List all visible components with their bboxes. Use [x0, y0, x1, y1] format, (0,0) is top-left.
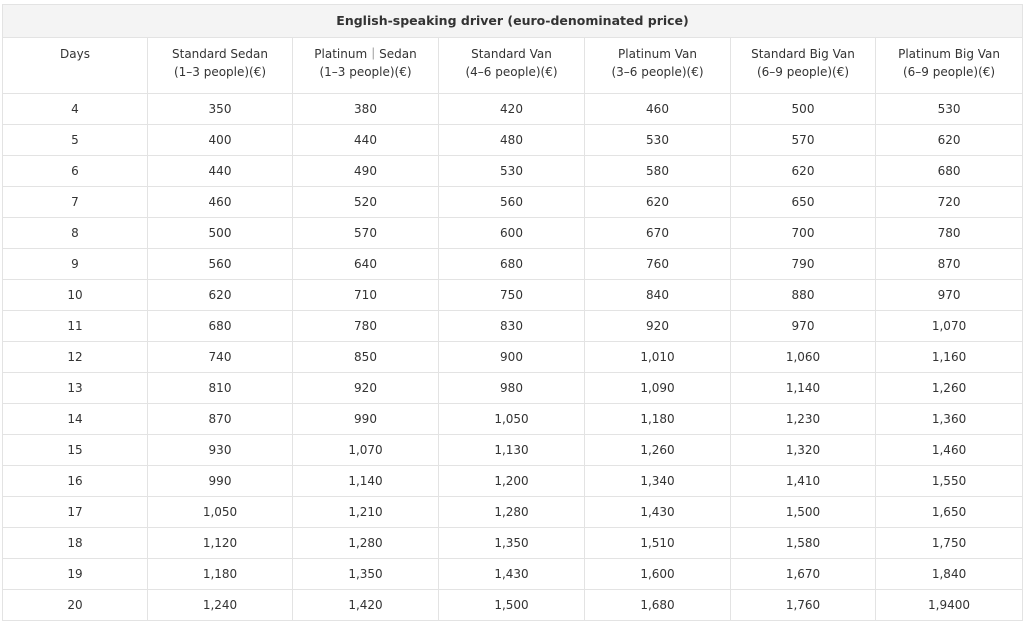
price-cell: 780	[876, 218, 1023, 249]
price-cell: 670	[585, 218, 731, 249]
price-cell: 560	[439, 187, 585, 218]
table-row	[3, 559, 1023, 590]
price-cell: 1,760	[731, 590, 876, 621]
price-cell: 1,140	[731, 373, 876, 404]
table-row	[3, 94, 1023, 125]
price-cell: 680	[876, 156, 1023, 187]
days-cell: 14	[3, 404, 148, 435]
price-cell: 1,160	[876, 342, 1023, 373]
price-cell: 850	[293, 342, 439, 373]
price-cell: 1,050	[439, 404, 585, 435]
price-cell: 1,260	[585, 435, 731, 466]
price-cell: 990	[148, 466, 293, 497]
price-cell: 1,060	[731, 342, 876, 373]
table-row	[3, 311, 1023, 342]
price-cell: 1,260	[876, 373, 1023, 404]
price-cell: 760	[585, 249, 731, 280]
price-cell: 1,210	[293, 497, 439, 528]
column-header-title: Platinum｜Sedan	[314, 47, 417, 61]
price-cell: 1,070	[876, 311, 1023, 342]
table-row	[3, 280, 1023, 311]
column-header	[876, 38, 1023, 94]
price-cell: 1,230	[731, 404, 876, 435]
days-cell: 10	[3, 280, 148, 311]
price-cell: 680	[148, 311, 293, 342]
column-header	[585, 38, 731, 94]
table-row	[3, 187, 1023, 218]
days-cell: 12	[3, 342, 148, 373]
price-cell: 1,420	[293, 590, 439, 621]
price-cell: 920	[293, 373, 439, 404]
table-row	[3, 342, 1023, 373]
price-cell: 1,070	[293, 435, 439, 466]
price-cell: 560	[148, 249, 293, 280]
days-cell: 20	[3, 590, 148, 621]
column-header	[3, 38, 148, 94]
price-cell: 1,410	[731, 466, 876, 497]
price-cell: 740	[148, 342, 293, 373]
price-cell: 1,360	[876, 404, 1023, 435]
price-cell: 350	[148, 94, 293, 125]
price-cell: 420	[439, 94, 585, 125]
days-cell: 4	[3, 94, 148, 125]
price-cell: 880	[731, 280, 876, 311]
price-table-container	[2, 4, 1022, 621]
price-cell: 520	[293, 187, 439, 218]
days-cell: 19	[3, 559, 148, 590]
price-cell: 1,650	[876, 497, 1023, 528]
column-header-title: Days	[60, 47, 90, 61]
price-cell: 840	[585, 280, 731, 311]
price-cell: 1,010	[585, 342, 731, 373]
table-body	[3, 94, 1023, 621]
days-cell: 15	[3, 435, 148, 466]
price-cell: 720	[876, 187, 1023, 218]
price-cell: 1,670	[731, 559, 876, 590]
price-cell: 1,500	[731, 497, 876, 528]
price-cell: 460	[148, 187, 293, 218]
price-cell: 600	[439, 218, 585, 249]
price-cell: 1,050	[148, 497, 293, 528]
price-cell: 480	[439, 125, 585, 156]
price-cell: 1,200	[439, 466, 585, 497]
price-cell: 1,9400	[876, 590, 1023, 621]
column-header	[731, 38, 876, 94]
price-cell: 1,430	[439, 559, 585, 590]
days-cell: 13	[3, 373, 148, 404]
price-cell: 1,840	[876, 559, 1023, 590]
price-cell: 1,140	[293, 466, 439, 497]
price-cell: 900	[439, 342, 585, 373]
price-cell: 620	[585, 187, 731, 218]
table-row	[3, 156, 1023, 187]
price-cell: 710	[293, 280, 439, 311]
price-cell: 1,090	[585, 373, 731, 404]
price-cell: 830	[439, 311, 585, 342]
column-header-title: Standard Big Van	[751, 47, 855, 61]
price-cell: 530	[439, 156, 585, 187]
table-row	[3, 466, 1023, 497]
price-cell: 980	[439, 373, 585, 404]
column-header-title: Standard Van	[471, 47, 552, 61]
price-cell: 1,350	[439, 528, 585, 559]
price-cell: 500	[731, 94, 876, 125]
price-cell: 620	[876, 125, 1023, 156]
price-cell: 1,180	[148, 559, 293, 590]
price-cell: 1,340	[585, 466, 731, 497]
days-cell: 5	[3, 125, 148, 156]
price-cell: 570	[293, 218, 439, 249]
days-cell: 17	[3, 497, 148, 528]
price-cell: 570	[731, 125, 876, 156]
price-cell: 970	[731, 311, 876, 342]
price-cell: 970	[876, 280, 1023, 311]
price-cell: 1,180	[585, 404, 731, 435]
price-cell: 1,130	[439, 435, 585, 466]
price-cell: 1,320	[731, 435, 876, 466]
price-cell: 870	[148, 404, 293, 435]
price-cell: 780	[293, 311, 439, 342]
table-row	[3, 249, 1023, 280]
price-cell: 930	[148, 435, 293, 466]
price-cell: 650	[731, 187, 876, 218]
price-cell: 400	[148, 125, 293, 156]
table-row	[3, 373, 1023, 404]
price-cell: 1,580	[731, 528, 876, 559]
price-cell: 680	[439, 249, 585, 280]
price-cell: 440	[293, 125, 439, 156]
table-row	[3, 497, 1023, 528]
column-header-title: Platinum Big Van	[898, 47, 1000, 61]
price-cell: 700	[731, 218, 876, 249]
price-cell: 460	[585, 94, 731, 125]
column-header-title: Platinum Van	[618, 47, 697, 61]
table-row	[3, 125, 1023, 156]
table-row	[3, 590, 1023, 621]
price-cell: 1,500	[439, 590, 585, 621]
price-cell: 1,240	[148, 590, 293, 621]
table-row	[3, 528, 1023, 559]
table-row	[3, 218, 1023, 249]
column-header-subtitle: (4–6 people)(€)	[465, 65, 558, 79]
price-cell: 1,750	[876, 528, 1023, 559]
price-cell: 1,350	[293, 559, 439, 590]
table-title: English-speaking driver (euro-denominated price)	[3, 5, 1023, 38]
price-cell: 530	[585, 125, 731, 156]
price-table	[2, 4, 1023, 621]
price-cell: 380	[293, 94, 439, 125]
table-title-row	[3, 5, 1023, 38]
price-cell: 990	[293, 404, 439, 435]
price-cell: 1,280	[293, 528, 439, 559]
price-cell: 1,600	[585, 559, 731, 590]
column-header-subtitle: (1–3 people)(€)	[173, 65, 267, 79]
price-cell: 580	[585, 156, 731, 187]
table-row	[3, 404, 1023, 435]
column-header-title: Standard Sedan	[172, 47, 268, 61]
days-cell: 16	[3, 466, 148, 497]
days-cell: 18	[3, 528, 148, 559]
days-cell: 7	[3, 187, 148, 218]
days-cell: 9	[3, 249, 148, 280]
price-cell: 1,430	[585, 497, 731, 528]
table-row	[3, 435, 1023, 466]
price-cell: 1,120	[148, 528, 293, 559]
price-cell: 810	[148, 373, 293, 404]
days-cell: 11	[3, 311, 148, 342]
price-cell: 1,460	[876, 435, 1023, 466]
price-cell: 440	[148, 156, 293, 187]
price-cell: 1,680	[585, 590, 731, 621]
price-cell: 640	[293, 249, 439, 280]
price-cell: 530	[876, 94, 1023, 125]
price-cell: 1,280	[439, 497, 585, 528]
price-cell: 870	[876, 249, 1023, 280]
column-header	[439, 38, 585, 94]
column-header-subtitle: (6–9 people)(€)	[902, 65, 996, 79]
price-cell: 620	[148, 280, 293, 311]
column-header-subtitle: (6–9 people)(€)	[756, 65, 850, 79]
price-cell: 1,510	[585, 528, 731, 559]
price-cell: 1,550	[876, 466, 1023, 497]
price-cell: 790	[731, 249, 876, 280]
days-cell: 6	[3, 156, 148, 187]
column-header-subtitle: (3–6 people)(€)	[611, 65, 704, 79]
column-header-subtitle: (1–3 people)(€)	[319, 65, 412, 79]
column-header	[148, 38, 293, 94]
column-header	[293, 38, 439, 94]
days-cell: 8	[3, 218, 148, 249]
price-cell: 500	[148, 218, 293, 249]
price-cell: 920	[585, 311, 731, 342]
table-header-row	[3, 38, 1023, 94]
price-cell: 620	[731, 156, 876, 187]
price-cell: 750	[439, 280, 585, 311]
price-cell: 490	[293, 156, 439, 187]
